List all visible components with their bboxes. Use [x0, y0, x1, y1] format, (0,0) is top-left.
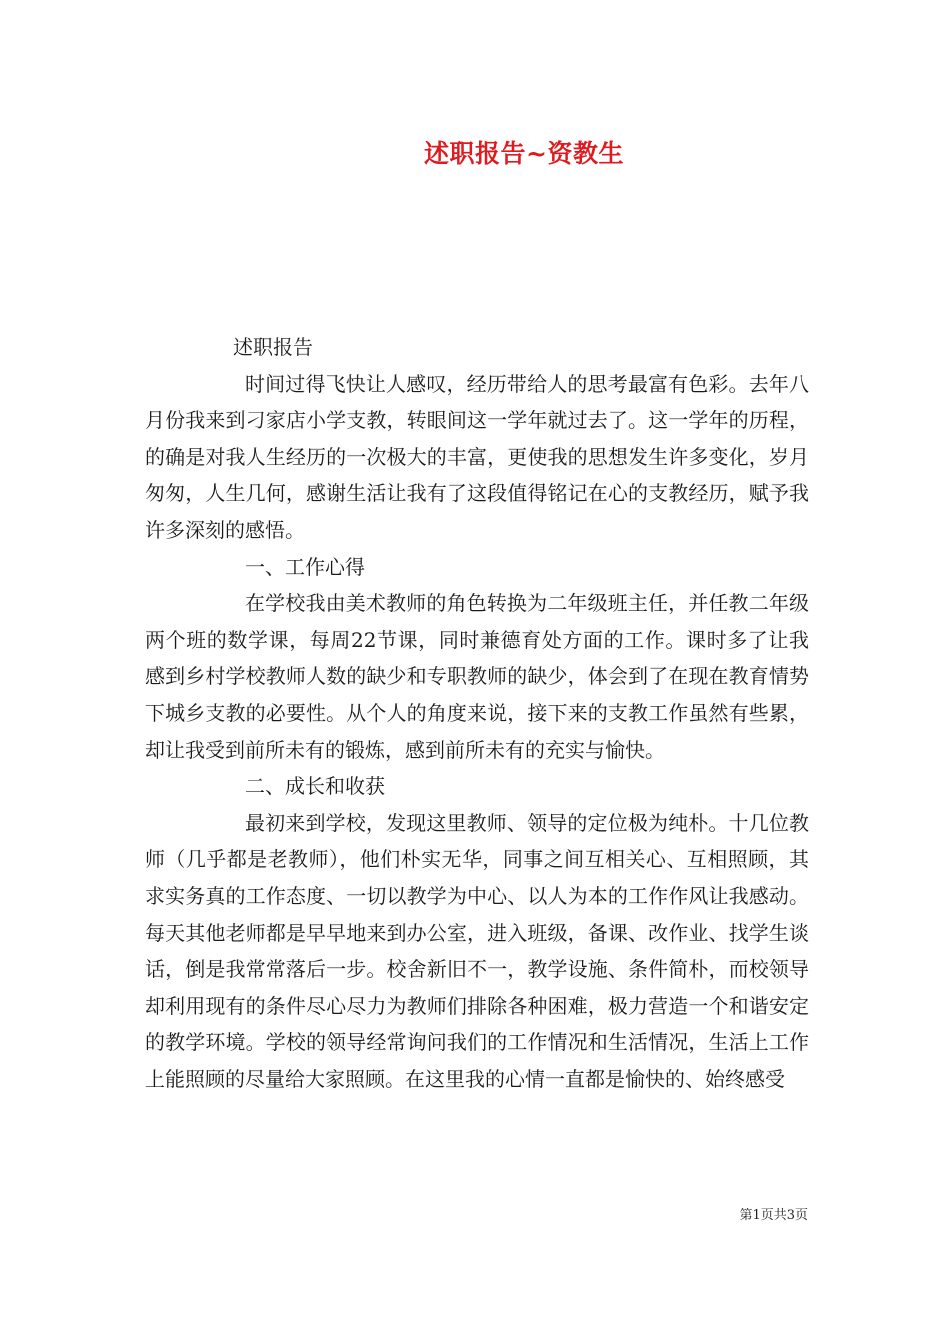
body-paragraph: 时间过得飞快让人感叹，经历带给人的思考最富有色彩。去年八月份我来到刁家店小学支教，转眼间这一学年就过去了。这一学年的历程，的确是对我人生经历的一次极大的丰富，更使我的思想发生许多变化，岁月匆匆，人生几何，感谢生活让我有了这段值得铭记在心的支教经历，赋予我许多深刻的感悟。 [145, 371, 809, 542]
body-paragraph: 最初来到学校，发现这里教师、领导的定位极为纯朴。十几位教师（几乎都是老教师），他们朴实无华，同事之间互相关心、互相照顾，其求实务真的工作态度、一切以教学为中心、以人为本的工作作风让我感动。每天其他老师都是早早地来到办公室，进入班级，备课、改作业、找学生谈话，倒是我常常落后一步。校舍新旧不一，教学设施、条件简朴，而校领导却利用现有的条件尽心尽力为教师们排除各种困难，极力营造一个和谐安定的教学环境。学校的领导经常询问我们的工作情况和生活情况，生活上工作上能照顾的尽量给大家照顾。在这里我的心情一直都是愉快的、始终感受 [145, 810, 809, 1091]
section-heading: 一、工作心得 [245, 554, 365, 579]
section-heading: 述职报告 [233, 335, 313, 359]
section-heading: 二、成长和收获 [245, 774, 385, 799]
document-body [145, 329, 809, 1097]
page-number: 第1页共3页 [739, 1208, 808, 1223]
body-paragraph: 在学校我由美术教师的角色转换为二年级班主任，并任教二年级两个班的数学课，每周22节课，同时兼德育处方面的工作。课时多了让我感到乡村学校教师人数的缺少和专职教师的缺少，体会到了在现在教育情势下城乡支教的必要性。从个人的角度来说，接下来的支教工作虽然有些累，却让我受到前所未有的锻炼，感到前所未有的充实与愉快。 [145, 591, 809, 762]
document-title: 述职报告~资教生 [424, 139, 624, 168]
